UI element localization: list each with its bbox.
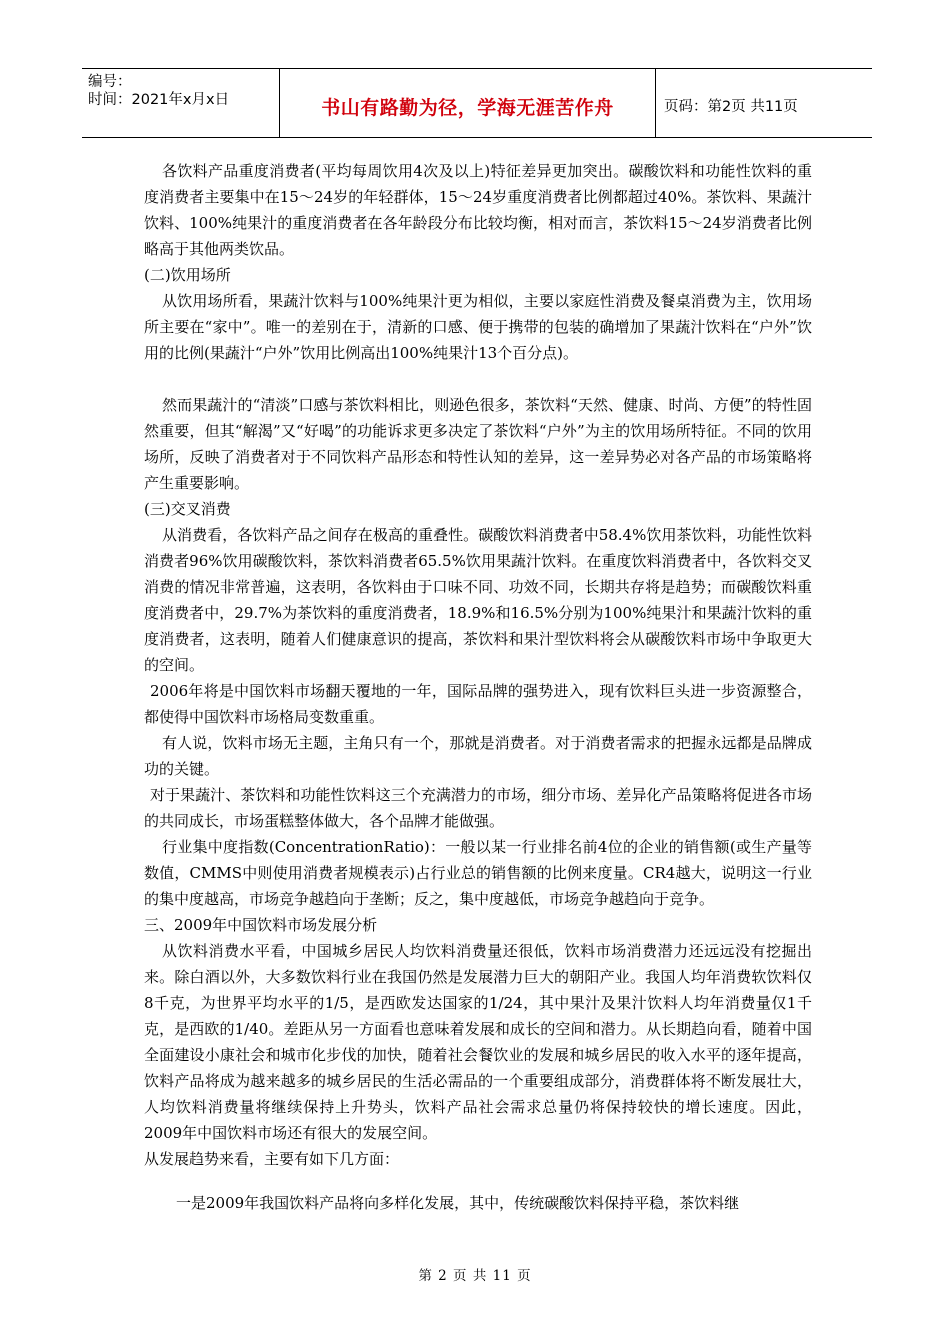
paragraph: 从发展趋势来看，主要有如下几方面： [144, 1150, 400, 1168]
paragraph: 一是2009年我国饮料产品将向多样化发展，其中，传统碳酸饮料保持平稳，茶饮料继 [176, 1194, 740, 1212]
header-page-info: 页码：第2页 共11页 [664, 99, 798, 115]
header-motto: 书山有路勤为径，学海无涯苦作舟 [321, 97, 614, 119]
document-body [144, 158, 812, 1216]
section-heading: 三、2009年中国饮料市场发展分析 [144, 916, 378, 934]
section-heading: (三)交叉消费 [144, 500, 231, 518]
document-number-label: 编号： [88, 74, 132, 90]
paragraph: 对于果蔬汁、茶饮料和功能性饮料这三个充满潜力的市场，细分市场、差异化产品策略将促进各市场的共同成长，市场蛋糕整体做大，各个品牌才能做强。 [144, 786, 812, 830]
header-meta [82, 69, 279, 137]
blank-line [144, 366, 812, 392]
header-motto-cell [279, 69, 656, 137]
paragraph: 行业集中度指数(ConcentrationRatio)：一般以某一行业排名前4位的企业的销售额(或生产量等数值，CMMS中则使用消费者规模表示)占行业总的销售额的比例来度量。CR4越大，说明这一行业的集中度越高，市场竞争越趋向于垄断；反之，集中度越低，市场竞争越趋向于竞争。 [144, 838, 812, 908]
paragraph: 然而果蔬汁的“清淡”口感与茶饮料相比，则逊色很多，茶饮料“天然、健康、时尚、方便”的特性固然重要，但其“解渴”又“好喝”的功能诉求更多决定了茶饮料“户外”为主的饮用场所特征。不同的饮用场所，反映了消费者对于不同饮料产品形态和特性认知的差异，这一差异势必对各产品的市场策略将产生重要影响。 [144, 396, 812, 492]
paragraph: 有人说，饮料市场无主题，主角只有一个，那就是消费者。对于消费者需求的把握永远都是品牌成功的关键。 [144, 734, 812, 778]
blank-line [144, 1172, 812, 1190]
paragraph: 从消费看，各饮料产品之间存在极高的重叠性。碳酸饮料消费者中58.4%饮用茶饮料，功能性饮料消费者96%饮用碳酸饮料，茶饮料消费者65.5%饮用果蔬汁饮料。在重度饮料消费者中，各饮料交叉消费的情况非常普遍，这表明，各饮料由于口味不同、功效不同，长期共存将是趋势；而碳酸饮料重度消费者中，29.7%为茶饮料的重度消费者，18.9%和16.5%分别为100%纯果汁和果蔬汁饮料的重度消费者，这表明，随着人们健康意识的提高，茶饮料和果汁型饮料将会从碳酸饮料市场中争取更大的空间。 [144, 526, 812, 674]
paragraph: 从饮用场所看，果蔬汁饮料与100%纯果汁更为相似，主要以家庭性消费及餐桌消费为主，饮用场所主要在“家中”。唯一的差别在于，清新的口感、便于携带的包装的确增加了果蔬汁饮料在“户外”饮用的比例(果蔬汁“户外”饮用比例高出100%纯果汁13个百分点)。 [144, 292, 812, 362]
page-footer: 第 2 页 共 11 页 [418, 1268, 532, 1284]
section-heading: (二)饮用场所 [144, 266, 231, 284]
paragraph: 从饮料消费水平看，中国城乡居民人均饮料消费量还很低，饮料市场消费潜力还远远没有挖掘出来。除白酒以外，大多数饮料行业在我国仍然是发展潜力巨大的朝阳产业。我国人均年消费软饮料仅8千克，为世界平均水平的1/5，是西欧发达国家的1/24，其中果汁及果汁饮料人均年消费量仅1千克，是西欧的1/40。差距从另一方面看也意味着发展和成长的空间和潜力。从长期趋向看，随着中国全面建设小康社会和城市化步伐的加快，随着社会餐饮业的发展和城乡居民的收入水平的逐年提高，饮料产品将成为越来越多的城乡居民的生活必需品的一个重要组成部分，消费群体将不断发展壮大，人均饮料消费量将继续保持上升势头，饮料产品社会需求总量仍将保持较快的增长速度。因此，2009年中国饮料市场还有很大的发展空间。 [144, 942, 812, 1142]
paragraph: 各饮料产品重度消费者(平均每周饮用4次及以上)特征差异更加突出。碳酸饮料和功能性饮料的重度消费者主要集中在15～24岁的年轻群体，15～24岁重度消费者比例都超过40%。茶饮料、果蔬汁饮料、100%纯果汁的重度消费者在各年龄段分布比较均衡，相对而言，茶饮料15～24岁消费者比例略高于其他两类饮品。 [144, 162, 812, 258]
page-header [82, 68, 872, 138]
document-time-label: 时间：2021年x月x日 [88, 92, 230, 108]
paragraph: 2006年将是中国饮料市场翻天覆地的一年，国际品牌的强势进入，现有饮料巨头进一步资源整合，都使得中国饮料市场格局变数重重。 [144, 682, 812, 726]
